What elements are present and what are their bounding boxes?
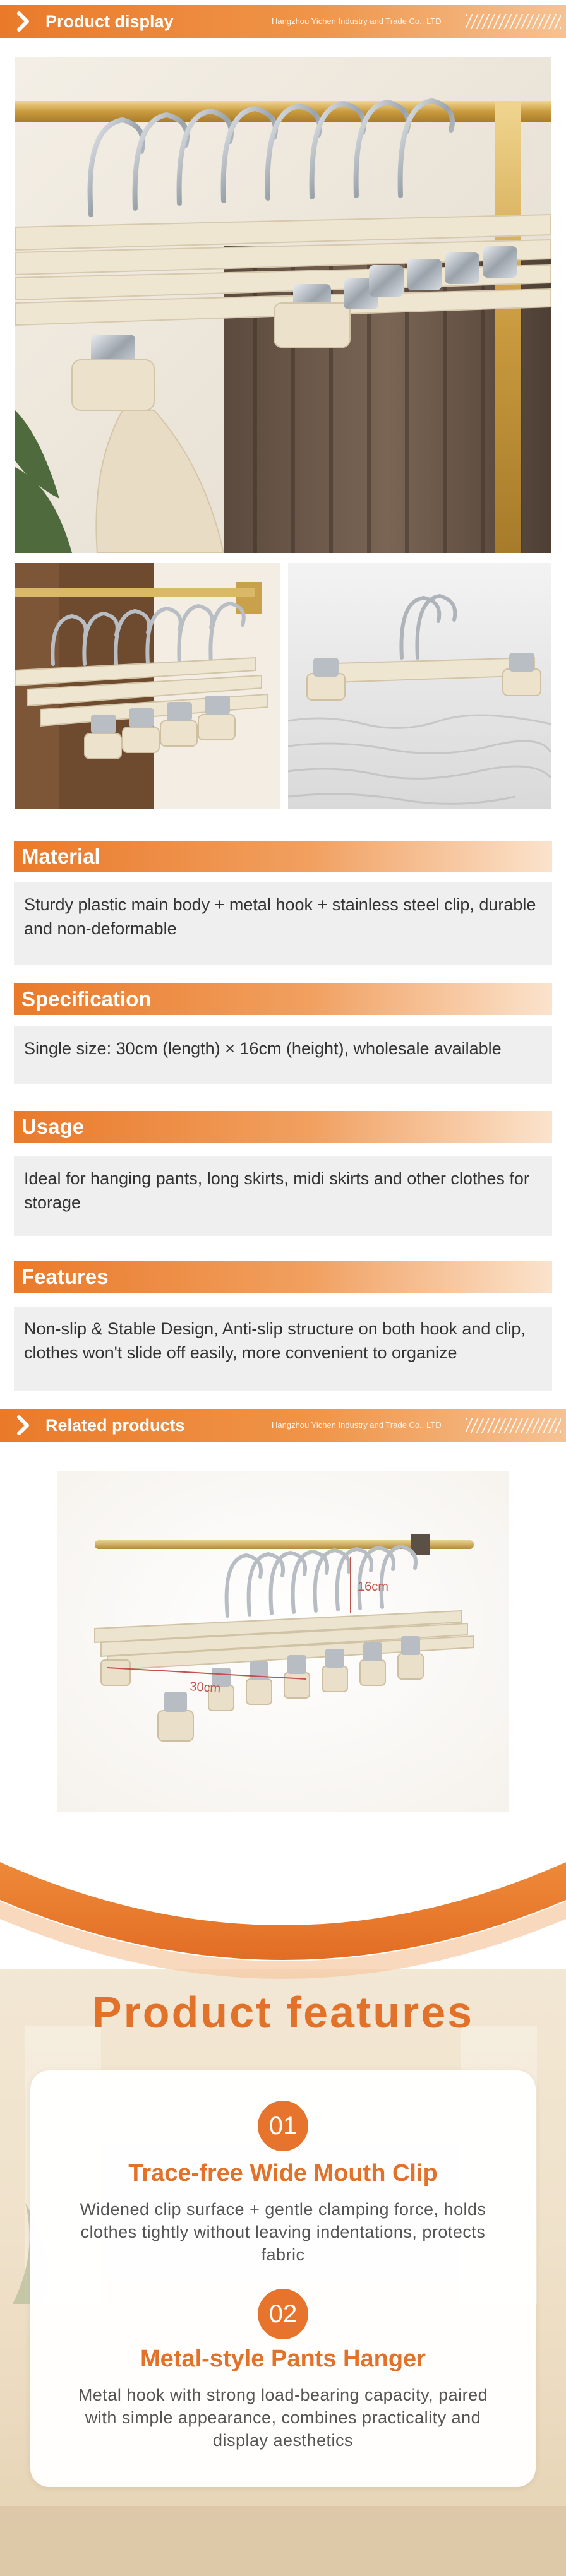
material-text: Sturdy plastic main body + metal hook + stainless steel clip, durable and non-deformable bbox=[14, 882, 552, 965]
usage-heading: Usage bbox=[14, 1111, 552, 1143]
feature-description: Widened clip surface + gentle clamping force, holds clothes tightly without leaving indentations, protects fabric bbox=[80, 2200, 486, 2264]
length-dimension-label: 30cm bbox=[189, 1680, 221, 1696]
usage-text: Ideal for hanging pants, long skirts, midi skirts and other clothes for storage bbox=[14, 1156, 552, 1236]
hanger-on-water-photo bbox=[288, 563, 551, 809]
section-title: Product display bbox=[45, 12, 174, 31]
diagonal-hatch-decoration bbox=[466, 1418, 561, 1433]
related-products-header bbox=[0, 1409, 566, 1442]
hero-product-photo bbox=[15, 57, 551, 553]
chevron-right-icon bbox=[11, 1413, 37, 1438]
company-name: Hangzhou Yichen Industry and Trade Co., LTD bbox=[272, 1420, 442, 1430]
feature-description: Metal hook with strong load-bearing capacity, paired with simple appearance, combines practicality and display aesthetics bbox=[78, 2385, 488, 2450]
material-heading: Material bbox=[14, 841, 552, 872]
feature-number-badge: 02 bbox=[258, 2289, 308, 2339]
product-display-header bbox=[0, 5, 566, 38]
features-text: Non-slip & Stable Design, Anti-slip structure on both hook and clip, clothes won't slide off easily, more convenient to organize bbox=[14, 1307, 552, 1391]
diagonal-hatch-decoration bbox=[466, 14, 561, 29]
feature-number-badge: 01 bbox=[258, 2101, 308, 2151]
specification-text: Single size: 30cm (length) × 16cm (height), wholesale available bbox=[14, 1026, 552, 1084]
feature-title: Metal-style Pants Hanger bbox=[140, 2346, 426, 2372]
dimension-product-photo bbox=[57, 1471, 509, 1812]
wall-mounted-hangers-photo bbox=[15, 563, 280, 809]
product-features-title: Product features bbox=[92, 1988, 474, 2037]
height-dimension-label: 16cm bbox=[358, 1580, 388, 1594]
feature-title: Trace-free Wide Mouth Clip bbox=[128, 2160, 438, 2187]
features-heading: Features bbox=[14, 1261, 552, 1293]
specification-heading: Specification bbox=[14, 983, 552, 1015]
section-title: Related products bbox=[45, 1416, 185, 1435]
chevron-right-icon bbox=[11, 9, 37, 34]
company-name: Hangzhou Yichen Industry and Trade Co., LTD bbox=[272, 16, 442, 26]
